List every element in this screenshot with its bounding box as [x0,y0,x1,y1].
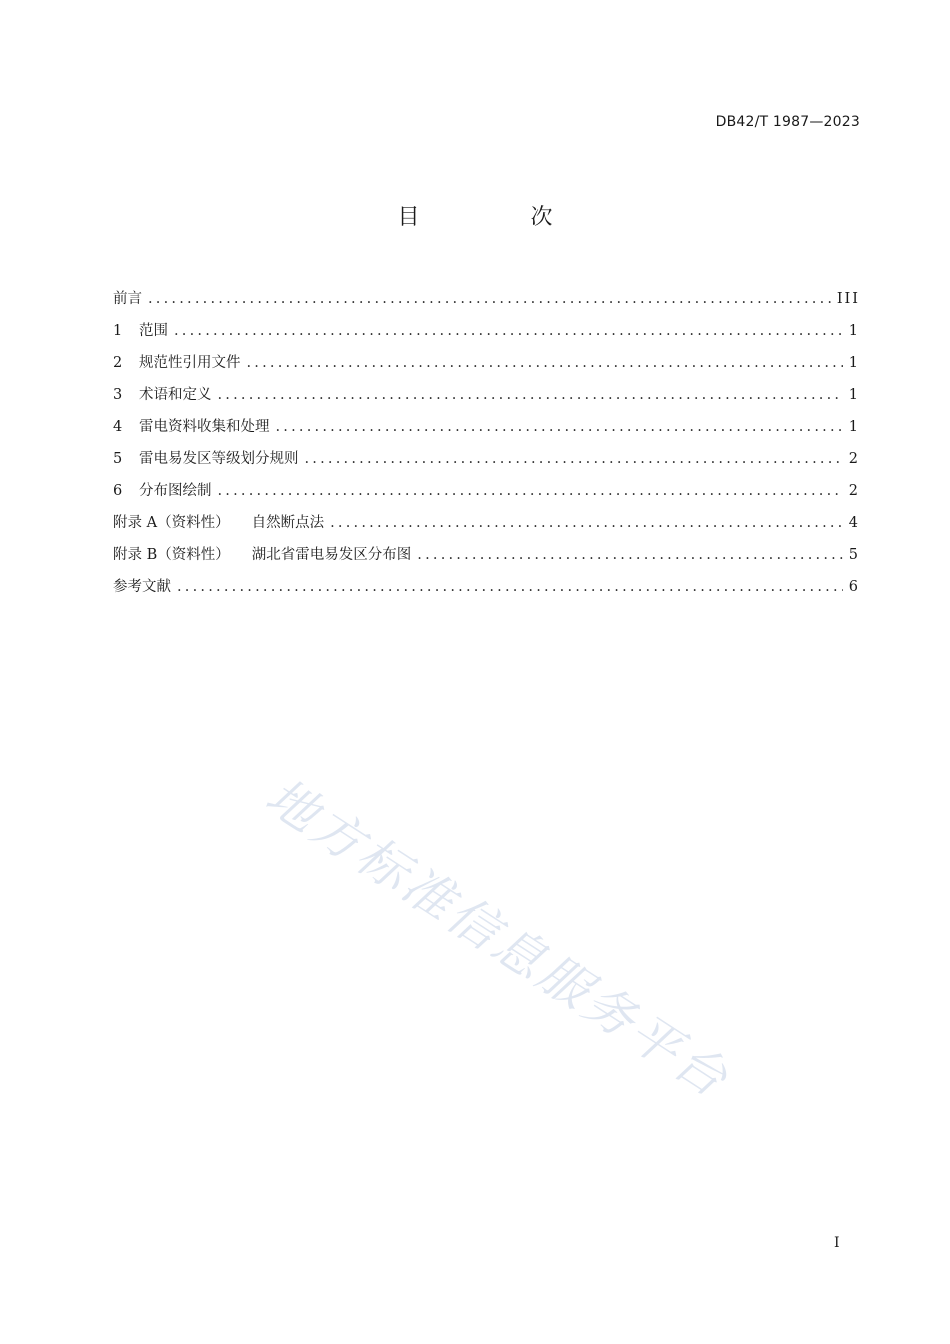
toc-entry[interactable] [113,384,860,416]
toc-entry[interactable] [113,352,860,384]
toc-entry-page: 1 [848,419,860,435]
toc-entry-page: 2 [848,483,860,499]
toc-entry[interactable] [113,480,860,512]
toc-entry-page: 2 [848,451,860,467]
toc-dot-leader [218,480,843,502]
toc-entry[interactable] [113,288,860,320]
toc-entry[interactable] [113,448,860,480]
watermark-text: 地方标准信息服务平台 [255,766,741,1110]
toc-entry-label: 雷电易发区等级划分规则 [139,451,299,467]
toc-entry-page: 1 [848,355,860,371]
toc-dot-leader [218,384,843,406]
toc-entry-page: 6 [848,579,860,595]
toc-dot-leader [305,448,843,470]
page-number: I [834,1235,840,1251]
toc-entry-page: 1 [848,323,860,339]
toc-dot-leader [276,416,843,438]
toc-entry[interactable] [113,512,860,544]
document-code: DB42/T 1987—2023 [715,114,860,130]
toc-entry[interactable] [113,576,860,608]
toc-entry-label: 规范性引用文件 [139,355,241,371]
toc-dot-leader [148,288,831,310]
toc-dot-leader [174,320,843,342]
toc-entry[interactable] [113,544,860,576]
toc-entry-label: 前言 [113,291,142,307]
toc-entry[interactable] [113,416,860,448]
toc-entry-page: III [836,291,860,307]
toc-entry-number: 4 [113,419,123,435]
toc-entry[interactable] [113,320,860,352]
toc-entry-label: 参考文献 [113,579,171,595]
toc-dot-leader [330,512,843,534]
toc-entry-number: 2 [113,355,123,371]
toc-entry-number: 3 [113,387,123,403]
toc-dot-leader [417,544,843,566]
toc-entry-label: 湖北省雷电易发区分布图 [251,547,412,563]
toc-entry-page: 1 [848,387,860,403]
toc-entry-appendix-prefix: 附录 B（资料性） [113,547,230,563]
toc-entry-number: 6 [113,483,123,499]
toc-entry-number: 5 [113,451,123,467]
toc-title: 目 次 [397,205,605,230]
toc-list [113,288,860,608]
toc-entry-number: 1 [113,323,123,339]
toc-entry-label: 自然断点法 [251,515,325,531]
toc-entry-page: 4 [848,515,860,531]
toc-entry-label: 雷电资料收集和处理 [139,419,270,435]
toc-dot-leader [247,352,843,374]
toc-entry-label: 分布图绘制 [139,483,212,499]
toc-entry-label: 术语和定义 [139,387,212,403]
toc-entry-label: 范围 [139,323,168,339]
toc-dot-leader [177,576,843,598]
toc-entry-page: 5 [848,547,860,563]
toc-entry-appendix-prefix: 附录 A（资料性） [113,515,230,531]
